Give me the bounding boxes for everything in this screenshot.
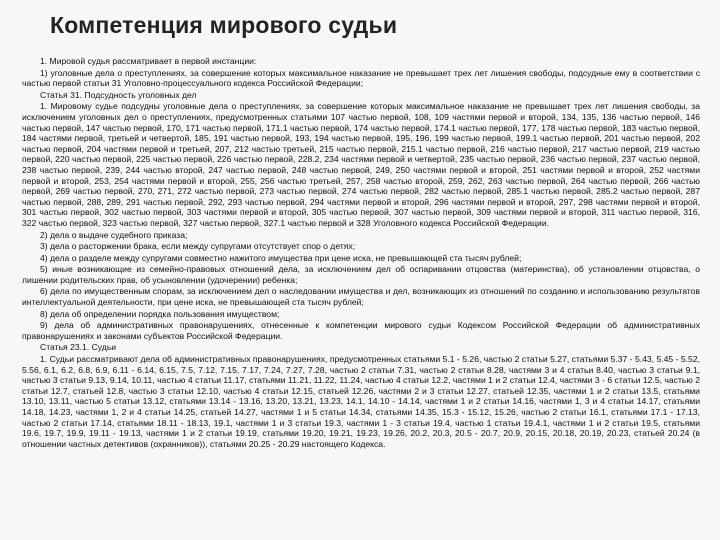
paragraph: 9) дела об административных правонарушениях, отнесенные к компетенции мирового судьи Кодексом Российской Федерации об административных правонарушениях и законами субъектов Российской Федерации. [22, 320, 700, 341]
paragraph: 3) дела о расторжении брака, если между супругами отсутствует спор о детях; [40, 241, 356, 252]
page-title: Компетенция мирового судьи [50, 12, 398, 38]
section-heading: Статья 31. Подсудность уголовных дел [40, 89, 197, 100]
paragraph: 8) дела об определении порядка пользования имуществом; [40, 308, 280, 319]
paragraph: 1. Мировой судья рассматривает в первой инстанции: [40, 56, 257, 66]
paragraph: 1) уголовные дела о преступлениях, за совершение которых максимальное наказание не превышает трех лет лишения свободы, подсудные ему в соответствии с частью первой статьи 31 Уголовно-процессуального кодекса Российской Федерации; [22, 67, 700, 89]
paragraph: 5) иные возникающие из семейно-правовых отношений дела, за исключением дел об оспаривании отцовства (материнства), об установлении отцовства, о лишении родительских прав, об усыновлении (удочерении) ребенка; [22, 264, 700, 285]
document-body [22, 56, 700, 450]
paragraph: 1. Судьи рассматривают дела об административных правонарушениях, предусмотренных статьями 5.1 - 5.26, частью 2 статьи 5.27, статьями 5.37 - 5.43, 5.45 - 5.52, 5.56, 6.1, 6.2, 6.8, 6.9, 6.11 - 6.14, 6.15, 7.5, 7.12, 7.15, 7.17, 7.24, 7.27, 7.28, частью 2 статьи 7.31, частью 2 статьи 8.28, частями 3 и 4 статьи 8.40, частью 3 статьи 9.1, частью 3 статьи 9.13, 9.14, 10.11, частью 4 статьи 11.17, статьями 11.21, 11.22, 11.24, частью 4 статьи 12.2, частями 1 и 2 статьи 12.4, частями 3 - 6 статьи 12.5, частью 2 статьи 12.7, статьей 12.8, частью 3 статьи 12.10, частью 4 статьи 12.15, статьей 12.26, частями 2 и 3 статьи 12.27, статьей 12.35, частями 1 и 2 статьи 13.5, статьями 13.10, 13.11, частью 5 статьи 13.12, статьями 13.14 - 13.16, 13.20, 13.21, 13.23, 14.1, 14.10 - 14.14, частями 1 и 2 статьи 14.16, частями 1, 3 и 4 статьи 14.17, статьями 14.18, 14.23, частями 1, 2 и 4 статьи 14.25, статьей 14.27, частями 1 и 5 статьи 14.34, статьями 14.35, 15.3 - 15.12, 15.26, частью 2 статьи 16.1, статьями 17.1 - 17.13, частью 2 статьи 17.14, статьями 18.11 - 18.13, 19.1, частями 1 и 3 статьи 19.3, частями 1 - 3 статьи 19.4, частью 1 статьи 19.4.1, частями 1 и 2 статьи 19.5, статьями 19.6, 19.7, 19.9, 19.11 - 19.13, частями 1 и 2 статьи 19.19, статьями 19.20, 19.21, 19.23, 19.26, 20.2, 20.3, 20.5 - 20.7, 20.9, 20.15, 20.18, 20.19, 20.23, статьей 20.24 (в отношении частных детективов (охранников)), статьями 20.25 - 20.29 настоящего Кодекса. [22, 354, 700, 449]
paragraph: 4) дела о разделе между супругами совместно нажитого имущества при цене иска, не превышающей ста тысяч рублей; [40, 252, 522, 263]
paragraph: 2) дела о выдаче судебного приказа; [40, 229, 188, 240]
paragraph: 6) дела по имущественным спорам, за исключением дел о наследовании имущества и дел, возникающих из отношений по созданию и использованию результатов интеллектуальной деятельности, при цене иска, не превышающей ста тысяч рублей; [22, 286, 700, 308]
paragraph: 1. Мировому судье подсудны уголовные дела о преступлениях, за совершение которых максимальное наказание не превышает трех лет лишения свободы, за исключением уголовных дел о преступлениях, предусмотренных статьями 107 частью первой, 108, 109 частями первой и второй, 134, 135, 136 частью первой, 146 частью первой, 147 частью первой, 170, 171 частью первой, 171.1 частью первой, 174 частью первой, 174.1 частью первой, 177, 178 частью первой, 183 частью первой, 184 частями первой, третьей и четвертой, 185, 191 частью первой, 193, 194 частью первой, 195, 196, 199 частью первой, 199.1 частью первой, 201 частью первой, 202 частью первой, 204 частями первой и третьей, 207, 212 частью третьей, 215 частью первой, 215.1 частью первой, 216 частью первой, 217 частью первой, 219 частью первой, 220 частью первой, 225 частью первой, 226 частью первой, 228.2, 234 частями первой и четвертой, 235 частью первой, 236 частью первой, 237 частью первой, 238 частью первой, 239, 244 частью второй, 247 частью первой, 248 частью первой, 249, 250 частями первой и второй, 251 частями первой и второй, 252 частями первой и второй, 253, 254 частями первой и второй, 255, 256 частью третьей, 257, 258 частью второй, 259, 262, 263 частью первой, 264 частью первой, 266 частью первой, 269 частью первой, 270, 271, 272 частью первой, 273 частью первой, 274 частью первой, 282 частью первой, 285.1 частью первой, 285.2 частью первой, 287 частью первой, 288, 289, 291 частью первой, 292, 293 частью первой, 294 частями первой и второй, 296 частями первой и второй, 297, 298 частями первой и второй, 301 частью первой, 302 частью первой, 303 частями первой и второй, 305 частью первой, 307 частью первой, 309 частями первой и второй, 311 частью первой, 316, 322 частью первой, 323 частью первой, 327 частью первой, 327.1 частью первой и 328 Уголовного кодекса Российской Федерации. [22, 101, 700, 228]
section-heading: Статья 23.1. Судьи [40, 342, 117, 353]
